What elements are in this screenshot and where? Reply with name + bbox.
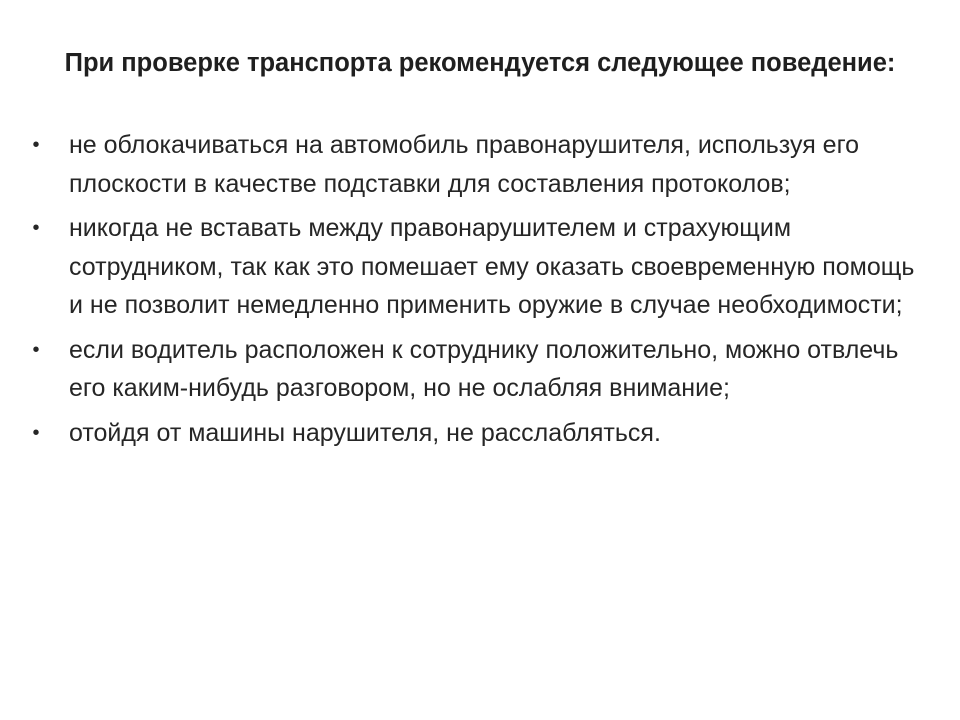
bullet-text-4: отойдя от машины нарушителя, не расслабляться. <box>69 418 661 447</box>
bullet-text-1: не облокачиваться на автомобиль правонарушителя, используя его плоскости в качестве подставки для составления протоколов; <box>69 131 860 198</box>
slide-title: При проверке транспорта рекомендуется следующее поведение: <box>64 49 896 77</box>
bullet-text-3: если водитель расположен к сотруднику положительно, можно отвлечь его каким-нибудь разговором, но не ослабляя внимание; <box>69 335 899 402</box>
bullet-icon: • <box>32 421 40 444</box>
bullet-icon: • <box>32 338 40 361</box>
bullet-item-3 <box>26 331 926 408</box>
bullet-item-1 <box>26 126 926 203</box>
bullet-item-4 <box>26 414 926 453</box>
bullet-icon: • <box>32 217 40 239</box>
bullet-icon: • <box>32 134 40 156</box>
bullet-list <box>26 126 926 458</box>
bullet-text-2: никогда не вставать между правонарушителем и страхующим сотрудником, так как это помешает ему оказать своевременную помощь и не позволит немедленно применить оружие в случае необходимости; <box>69 214 915 319</box>
bullet-item-2 <box>26 209 926 325</box>
